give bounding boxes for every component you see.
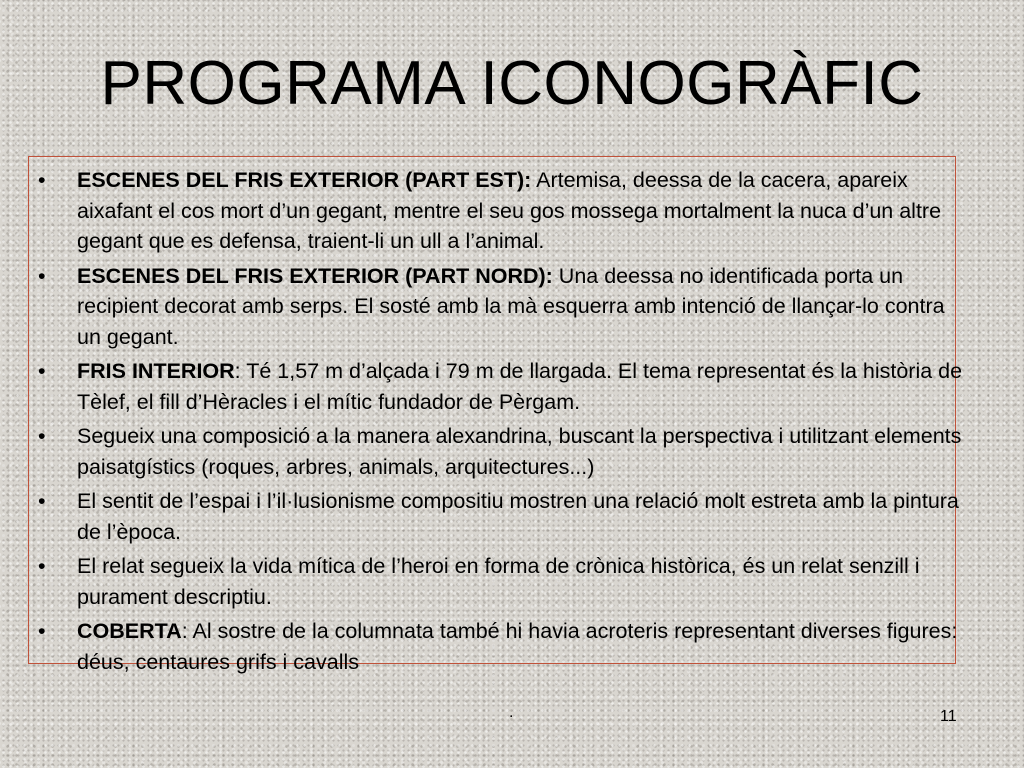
- bullet-list: [34, 165, 964, 681]
- bullet-text: Una deessa no identificada porta un recipient decorat amb serps. El sosté amb la mà esquerra amb intenció de llançar-lo contra un gegant.: [77, 263, 945, 349]
- bullet-text: : Té 1,57 m d’alçada i 79 m de llargada. El tema representat és la història de Tèlef, el fill d’Hèracles i el mític fundador de Pèrgam.: [77, 359, 963, 414]
- stray-mark: .: [509, 704, 514, 721]
- bullet-text: El relat segueix la vida mítica de l’heroi en forma de crònica històrica, és un relat senzill i purament descriptiu.: [77, 554, 920, 609]
- bullet-dot: •: [38, 424, 46, 448]
- bullet-dot: •: [38, 554, 46, 578]
- bullet-text: El sentit de l’espai i l’il·lusionisme compositiu mostren una relació molt estreta amb la pintura de l’època.: [77, 489, 959, 544]
- bullet-dot: •: [38, 263, 46, 288]
- bullet-text: Artemisa, deessa de la cacera, apareix aixafant el cos mort d’un gegant, mentre el seu gos mossega mortalment la nuca d’un altre gegant que es defensa, traient-li un ull a l’animal.: [77, 168, 942, 253]
- bullet-item-fris-nord: [34, 261, 964, 353]
- bullet-heading: ESCENES DEL FRIS EXTERIOR (PART EST):: [77, 168, 532, 192]
- bullet-heading: FRIS INTERIOR: [77, 359, 235, 383]
- bullet-item-composicio: [34, 421, 964, 482]
- bullet-item-coberta: [34, 616, 964, 677]
- bullet-dot: •: [38, 619, 46, 643]
- bullet-text: Segueix una composició a la manera alexandrina, buscant la perspectiva i utilitzant elements paisatgístics (roques, arbres, animals, arquitectures...): [77, 424, 962, 479]
- bullet-heading: COBERTA: [77, 619, 182, 643]
- page-number: 11: [940, 708, 957, 725]
- bullet-dot: •: [38, 359, 46, 383]
- bullet-item-espai: [34, 486, 964, 547]
- slide-title: PROGRAMA ICONOGRÀFIC: [100, 49, 924, 118]
- bullet-item-fris-est: [34, 165, 964, 257]
- bullet-item-relat: [34, 551, 964, 612]
- bullet-heading: ESCENES DEL FRIS EXTERIOR (PART NORD):: [77, 263, 553, 288]
- bullet-text: : Al sostre de la columnata també hi havia acroteris representant diverses figures: déus, centaures grifs i cavalls: [77, 619, 958, 674]
- bullet-dot: •: [38, 168, 46, 192]
- bullet-item-fris-interior: [34, 356, 964, 417]
- bullet-dot: •: [38, 489, 46, 513]
